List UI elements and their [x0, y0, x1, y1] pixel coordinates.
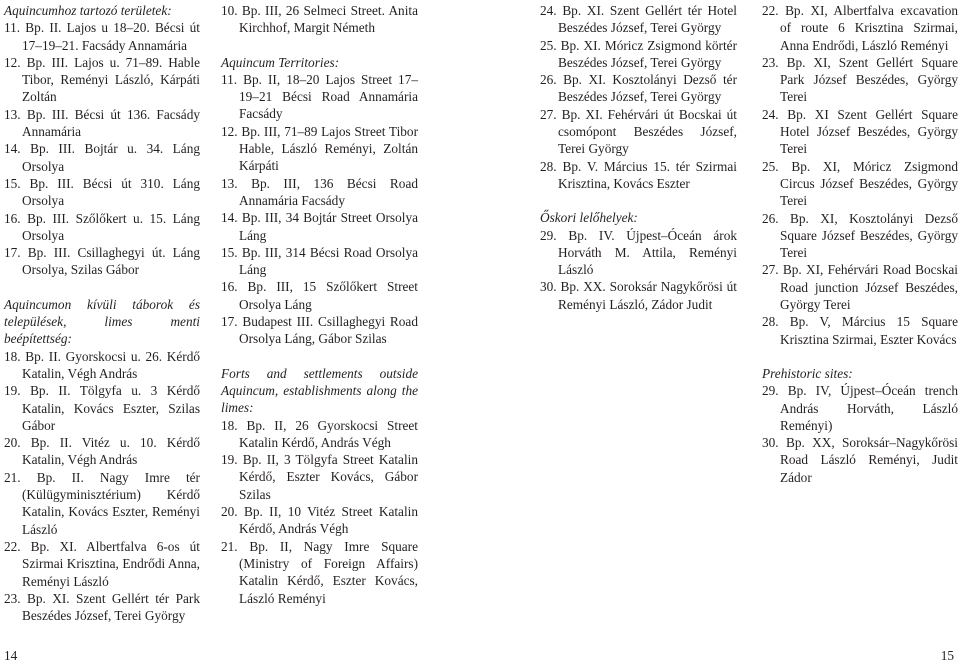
section-heading: Őskori lelőhelyek:: [540, 210, 638, 226]
list-item: 21. Bp. II. Nagy Imre tér (Külügyminisztérium) Kérdő Katalin, Kovács Eszter, Reményi László: [4, 469, 200, 537]
list-item: 27. Bp. XI, Fehérvári Road Bocskai Road junction József Beszédes, György Terei: [762, 262, 958, 313]
list-item: 19. Bp. II. Tölgyfa u. 3 Kérdő Katalin, Kovács Eszter, Szilas Gábor: [4, 383, 200, 433]
section-heading: Prehistoric sites:: [762, 365, 853, 381]
list-item: 26. Bp. XI, Kosztolányi Dezső Square József Beszédes, György Terei: [762, 210, 958, 261]
section-heading: Forts and settlements outside Aquincum, establishments along the limes:: [221, 365, 418, 416]
list-item: 30. Bp. XX. Soroksár Nagykőrösi út Reményi László, Zádor Judit: [540, 279, 737, 312]
entry-list: [4, 19, 200, 278]
list-item: 14. Bp. III. Bojtár u. 34. Láng Orsolya: [4, 141, 200, 174]
section-heading: Aquincumon kívüli táborok és települések, limes menti beépítettség:: [4, 296, 200, 347]
list-item: 16. Bp. III. Szőlőkert u. 15. Láng Orsolya: [4, 210, 200, 243]
list-item: 24. Bp. XI Szent Gellért Square Hotel József Beszédes, György Terei: [762, 106, 958, 157]
list-item: 10. Bp. III, 26 Selmeci Street. Anita Kirchhof, Margit Németh: [221, 3, 418, 36]
list-item: 18. Bp. II, 26 Gyorskocsi Street Katalin Kérdő, András Végh: [221, 417, 418, 450]
list-item: 23. Bp. XI. Szent Gellért tér Park Beszédes József, Terei György: [4, 590, 200, 624]
entry-list: [540, 2, 737, 192]
list-item: 21. Bp. II, Nagy Imre Square (Ministry of Foreign Affairs) Katalin Kérdő, Eszter Kovács, László Reményi: [221, 538, 418, 606]
list-item: 18. Bp. II. Gyorskocsi u. 26. Kérdő Katalin, Végh András: [4, 348, 200, 381]
list-item: 12. Bp. III, 71–89 Lajos Street Tibor Hable, László Reményi, Zoltán Kárpáti: [221, 123, 418, 174]
list-item: 11. Bp. II. Lajos u 18–20. Bécsi út 17–19–21. Facsády Annamária: [4, 20, 200, 53]
right-column-hungarian: [540, 2, 737, 313]
spacer: [221, 37, 418, 54]
entry-list: [762, 382, 958, 486]
section-heading: Aquincumhoz tartozó területek:: [4, 3, 172, 18]
list-item: 22. Bp. XI, Albertfalva excavation of route 6 Krisztina Szirmai, Anna Endrődi, László Reményi: [762, 3, 958, 53]
list-item: 25. Bp. XI. Móricz Zsigmond körtér Beszédes József, Terei György: [540, 37, 737, 70]
list-item: 25. Bp. XI, Móricz Zsigmond Circus József Beszédes, György Terei: [762, 158, 958, 209]
spacer: [221, 348, 418, 365]
list-item: 14. Bp. III, 34 Bojtár Street Orsolya Láng: [221, 210, 418, 243]
list-item: 29. Bp. IV. Újpest–Óceán árok Horváth M. Attila, Reményi László: [540, 227, 737, 278]
entry-list: [221, 417, 418, 607]
left-column-english: [221, 2, 418, 607]
entry-list: [4, 348, 200, 625]
list-item: 22. Bp. XI. Albertfalva 6-os út Szirmai Krisztina, Endrődi Anna, Reményi László: [4, 538, 200, 589]
list-item: 16. Bp. III, 15 Szőlőkert Street Orsolya Láng: [221, 279, 418, 312]
list-item: 11. Bp. II, 18–20 Lajos Street 17–19–21 Bécsi Road Annamária Facsády: [221, 71, 418, 122]
list-item: 24. Bp. XI. Szent Gellért tér Hotel Beszédes József, Terei György: [540, 3, 737, 36]
entry-list: [762, 2, 958, 348]
page-number-left: 14: [4, 648, 18, 663]
list-item: 17. Bp. III. Csillaghegyi út. Láng Orsolya, Szilas Gábor: [4, 245, 200, 278]
list-item: 17. Budapest III. Csillaghegyi Road Orsolya Láng, Gábor Szilas: [221, 314, 418, 347]
list-item: 28. Bp. V, Március 15 Square Krisztina Szirmai, Eszter Kovács: [762, 314, 958, 347]
list-item: 20. Bp. II. Vitéz u. 10. Kérdő Katalin, Végh András: [4, 435, 200, 468]
list-item: 13. Bp. III, 136 Bécsi Road Annamária Facsády: [221, 175, 418, 208]
list-item: 23. Bp. XI, Szent Gellért Square Park József Beszédes, György Terei: [762, 54, 958, 105]
entry-list: [540, 227, 737, 313]
list-item: 27. Bp. XI. Fehérvári út Bocskai út csomópont Beszédes József, Terei György: [540, 106, 737, 157]
entry-list: [221, 71, 418, 348]
spacer: [762, 348, 958, 365]
page-number-right: 15: [940, 648, 954, 663]
list-item: 20. Bp. II, 10 Vitéz Street Katalin Kérdő, András Végh: [221, 504, 418, 537]
list-item: 15. Bp. III. Bécsi út 310. Láng Orsolya: [4, 175, 200, 209]
left-column-hungarian: [4, 2, 200, 624]
spacer: [4, 279, 200, 296]
list-item: 30. Bp. XX, Soroksár–Nagykőrösi Road László Reményi, Judit Zádor: [762, 435, 958, 485]
list-item: 19. Bp. II, 3 Tölgyfa Street Katalin Kérdő, Eszter Kovács, Gábor Szilas: [221, 452, 418, 502]
list-item: 26. Bp. XI. Kosztolányi Dezső tér Beszédes József, Terei György: [540, 72, 737, 105]
list-item: 15. Bp. III, 314 Bécsi Road Orsolya Láng: [221, 244, 418, 278]
spacer: [540, 192, 737, 209]
entry-list: [221, 2, 418, 37]
list-item: 13. Bp. III. Bécsi út 136. Facsády Annamária: [4, 106, 200, 140]
section-heading: Aquincum Territories:: [221, 54, 340, 70]
right-column-english: [762, 2, 958, 486]
list-item: 28. Bp. V. Március 15. tér Szirmai Krisztina, Kovács Eszter: [540, 158, 737, 191]
list-item: 29. Bp. IV, Újpest–Óceán trench András Horváth, László Reményi): [762, 383, 958, 433]
list-item: 12. Bp. III. Lajos u. 71–89. Hable Tibor, Reményi László, Kárpáti Zoltán: [4, 54, 200, 105]
